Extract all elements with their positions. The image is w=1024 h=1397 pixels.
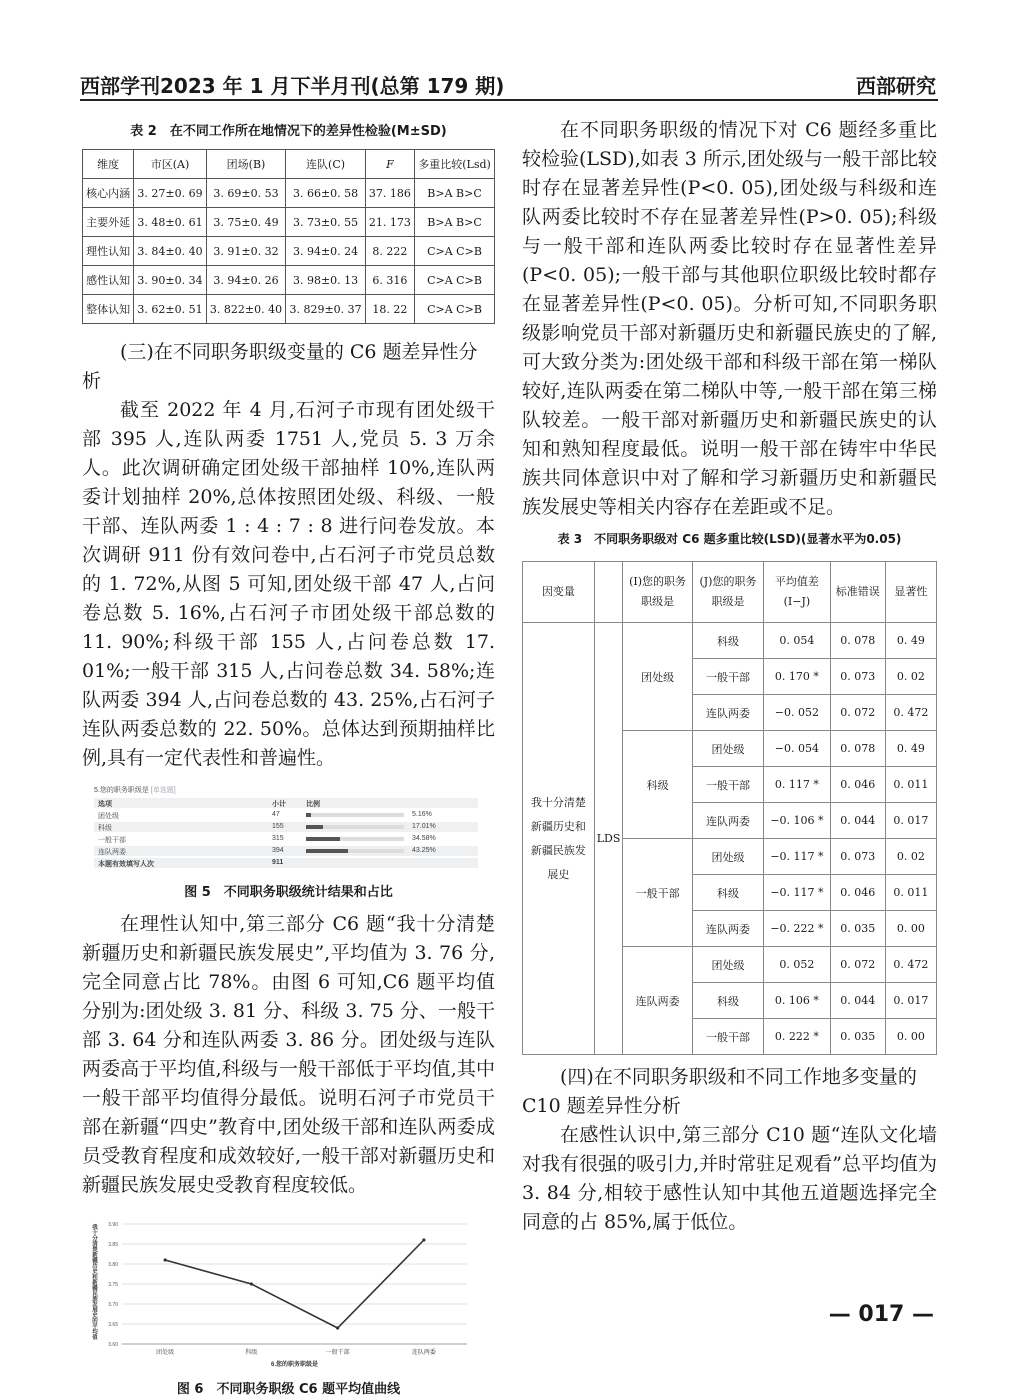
fig5-total-label: 本题有效填写人次 xyxy=(98,861,154,868)
table2-cell: 3. 27±0. 69 xyxy=(134,179,207,208)
table2-cell: B>A B>C xyxy=(415,208,495,237)
table2-cell: 理性认知 xyxy=(83,237,134,266)
fig5-bar-fill xyxy=(306,825,323,829)
table3-cell: 0. 222 * xyxy=(764,1019,831,1055)
fig5-option-label: 科级 xyxy=(98,825,112,832)
table3-cell: 0. 00 xyxy=(885,911,936,947)
table3-cell: 0. 078 xyxy=(830,623,885,659)
table3-cell: 0. 02 xyxy=(885,659,936,695)
table3-cell: 0. 011 xyxy=(885,875,936,911)
table3-cell: 0. 044 xyxy=(830,983,885,1019)
fig5-row xyxy=(94,822,478,832)
x-tick-label: 团处级 xyxy=(156,1350,175,1356)
table2-caption: 表 2 在不同工作所在地情况下的差异性检验(M±SD) xyxy=(130,124,447,139)
paragraph: 在感性认识中,第三部分 C10 题“连队文化墙对我有很强的吸引力,并时常驻足观看”总平均值为 3. 84 分,相较于感性认知中其他五道题选择完全同意的占 85%,属于低位。 xyxy=(522,1124,937,1233)
table3-cell: 0. 011 xyxy=(885,767,936,803)
fig5-header: 选项 xyxy=(98,801,112,808)
table2-cell: B>A B>C xyxy=(415,179,495,208)
table2-cell: 21. 173 xyxy=(365,208,414,237)
table2-header: 市区(A) xyxy=(134,150,207,179)
right-column xyxy=(522,116,937,1237)
table2-cell: 3. 91±0. 32 xyxy=(206,237,286,266)
table2-row xyxy=(83,237,495,266)
table3-cell: 连队两委 xyxy=(692,803,763,839)
table3-cell: 科级 xyxy=(692,623,763,659)
table3-cell: 团处级 xyxy=(692,947,763,983)
table2-cell: 3. 75±0. 49 xyxy=(206,208,286,237)
fig5-bar-track xyxy=(306,813,404,817)
data-point xyxy=(250,1282,253,1285)
page-number: — 017 — xyxy=(828,1302,934,1327)
fig5-option-count: 47 xyxy=(272,811,280,818)
x-axis-label: 6.您的职务职级是 xyxy=(270,1362,319,1368)
table2-cell: 18. 22 xyxy=(365,295,414,324)
table3-cell: 0. 072 xyxy=(830,947,885,983)
x-tick-label: 一般干部 xyxy=(325,1350,350,1356)
table2-cell: C>A C>B xyxy=(415,266,495,295)
table2-cell: 3. 48±0. 61 xyxy=(134,208,207,237)
table3-cell: 0. 117 * xyxy=(764,767,831,803)
table3-cell: 连队两委 xyxy=(692,695,763,731)
fig5-bar-fill xyxy=(306,837,340,841)
y-tick-label: 3.85 xyxy=(108,1242,118,1248)
section-header: 西部研究 xyxy=(856,74,936,98)
fig5-option-pct: 43.25% xyxy=(412,847,436,854)
table3-cell: 0. 052 xyxy=(764,947,831,983)
table2-cell: C>A C>B xyxy=(415,295,495,324)
table2-body xyxy=(83,179,495,324)
fig5-option-pct: 5.16% xyxy=(412,811,432,818)
fig5-bar-track xyxy=(306,825,404,829)
table3-dependent-variable: 我十分清楚新疆历史和新疆民族发展史 xyxy=(523,623,595,1055)
table3-cell: 一般干部 xyxy=(692,659,763,695)
table3 xyxy=(522,561,937,1055)
table2-cell: 3. 98±0. 13 xyxy=(286,266,366,295)
figure5 xyxy=(94,785,478,875)
y-tick-label: 3.75 xyxy=(108,1282,118,1288)
table3-cell: 0. 035 xyxy=(830,1019,885,1055)
fig5-title-text: 5.您的职务职级是 xyxy=(94,787,149,794)
table3-cell: 0. 02 xyxy=(885,839,936,875)
fig5-header: 小计 xyxy=(272,801,286,808)
y-tick-label: 3.90 xyxy=(108,1222,118,1228)
table3-header: 显著性 xyxy=(885,562,936,623)
section-heading-3: (三)在不同职务职级变量的 C6 题差异性分析 xyxy=(82,341,478,392)
figure6-line-chart xyxy=(82,1214,482,1374)
table2-cell: 3. 94±0. 26 xyxy=(206,266,286,295)
journal-header: 西部学刊2023 年 1 月下半月刊(总第 179 期) xyxy=(80,74,505,98)
table3-header: (J)您的职务职级是 xyxy=(692,562,763,623)
table2-cell: 37. 186 xyxy=(365,179,414,208)
table3-cell: 0. 49 xyxy=(885,731,936,767)
fig5-caption: 图 5 不同职务职级统计结果和占比 xyxy=(184,885,393,900)
table3-i-group: 团处级 xyxy=(623,623,692,731)
table3-i-group: 科级 xyxy=(623,731,692,839)
data-point xyxy=(422,1238,425,1241)
table3-method: LDS xyxy=(594,623,623,1055)
fig5-row xyxy=(94,810,478,820)
table2-row xyxy=(83,295,495,324)
table3-i-group: 连队两委 xyxy=(623,947,692,1055)
fig5-option-count: 155 xyxy=(272,823,284,830)
fig5-bar-fill xyxy=(306,813,311,817)
table2-header-row xyxy=(83,150,495,179)
paragraph: 在不同职务职级的情况下对 C6 题经多重比较检验(LSD),如表 3 所示,团处级与一般干部比较时存在显著差异性(P<0. 05),团处级与科级和连队两委比较时不存在显著差异性(P>0. 05);科级与一般干部和连队两委比较时存在显著性差异(P<0. 05);一般干部与其他职位职级比较时都存在显著差异性(P<0. 05)。分析可知,不同职务职级影响党员干部对新疆历史和新疆民族史的了解,可大致分类为:团处级干部和科级干部在第一梯队较好,连队两委在第二梯队中等,一般干部在第三梯队较差。一般干部对新疆历史和新疆民族史的认知和熟知程度最低。说明一般干部在铸牢中华民族共同体意识中对了解和学习新疆历史和新疆民族发展史等相关内容存在差距或不足。 xyxy=(522,119,937,518)
table3-cell: 科级 xyxy=(692,875,763,911)
table2-cell: 3. 94±0. 24 xyxy=(286,237,366,266)
table3-cell: 0. 078 xyxy=(830,731,885,767)
table3-body xyxy=(523,623,937,1055)
header-rule xyxy=(80,99,938,101)
y-tick-label: 3.80 xyxy=(108,1262,118,1268)
fig5-row xyxy=(94,846,478,856)
table2-header: 维度 xyxy=(83,150,134,179)
fig5-header-row xyxy=(94,798,478,808)
table2 xyxy=(82,149,495,324)
table3-cell: 一般干部 xyxy=(692,767,763,803)
paragraph: 在理性认知中,第三部分 C6 题“我十分清楚新疆历史和新疆民族发展史”,平均值为 3. 76 分,完全同意占比 78%。由图 6 可知,C6 题平均值分别为:团处级 3. 81 分、科级 3. 75 分、一般干部 3. 64 分和连队两委 3. 86 分。团处级与连队两委高于平均值,科级与一般干部低于平均值,其中一般干部平均值得分最低。说明石河子市党员干部在新疆“四史”教育中,团处级干部和连队两委成员受教育程度和成效较好,一般干部对新疆历史和新疆民族发展史受教育程度较低。 xyxy=(82,913,495,1196)
y-tick-label: 3.60 xyxy=(108,1342,118,1348)
table2-cell: 3. 66±0. 58 xyxy=(286,179,366,208)
data-point xyxy=(336,1326,339,1329)
fig5-bar-track xyxy=(306,849,404,853)
table3-cell: 0. 017 xyxy=(885,803,936,839)
fig5-title-tag: [单选题] xyxy=(150,787,176,794)
table2-row xyxy=(83,179,495,208)
table2-header: F xyxy=(365,150,414,179)
table2-cell: 3. 90±0. 34 xyxy=(134,266,207,295)
paragraph: 截至 2022 年 4 月,石河子市现有团处级干部 395 人,连队两委 1751 人,党员 5. 3 万余人。此次调研确定团处级干部抽样 10%,连队两委计划抽样 20%,总体按照团处级、科级、一般干部、连队两委 1 : 4 : 7 : 8 进行问卷发放。本次调研 911 份有效问卷中,占石河子市党员总数的 1. 72%,从图 5 可知,团处级干部 47 人,占问卷总数 5. 16%,占石河子市团处级干部总数的 11. 90%;科级干部 155 人,占问卷总数 17. 01%;一般干部 315 人,占问卷总数 34. 58%;连队两委 394 人,占问卷总数的 43. 25%,占石河子连队两委总数的 22. 50%。总体达到预期抽样比例,具有一定代表性和普遍性。 xyxy=(82,399,495,769)
fig5-option-count: 394 xyxy=(272,847,284,854)
fig5-option-pct: 34.58% xyxy=(412,835,436,842)
table2-cell: 主要外延 xyxy=(83,208,134,237)
x-tick-label: 科级 xyxy=(245,1350,258,1356)
table2-row xyxy=(83,266,495,295)
table3-cell: 团处级 xyxy=(692,731,763,767)
table3-cell: 0. 044 xyxy=(830,803,885,839)
table3-cell: 0. 00 xyxy=(885,1019,936,1055)
table3-i-group: 一般干部 xyxy=(623,839,692,947)
y-tick-label: 3.70 xyxy=(108,1302,118,1308)
table3-header: 平均值差(I−J) xyxy=(764,562,831,623)
table3-cell: −0. 052 xyxy=(764,695,831,731)
table3-header: 标准错误 xyxy=(830,562,885,623)
table3-cell: 0. 054 xyxy=(764,623,831,659)
table3-caption: 表 3 不同职务职级对 C6 题多重比较(LSD)(显著水平为0.05) xyxy=(557,532,902,546)
table3-cell: −0. 054 xyxy=(764,731,831,767)
table3-cell: 0. 106 * xyxy=(764,983,831,1019)
y-tick-label: 3.65 xyxy=(108,1322,118,1328)
table3-cell: 一般干部 xyxy=(692,1019,763,1055)
table2-header: 团场(B) xyxy=(206,150,286,179)
data-point xyxy=(164,1258,167,1261)
fig5-row xyxy=(94,834,478,844)
fig5-title xyxy=(94,785,176,795)
table3-row xyxy=(523,623,937,659)
table3-cell: 0. 017 xyxy=(885,983,936,1019)
x-tick-label: 连队两委 xyxy=(411,1350,436,1356)
table2-cell: 6. 316 xyxy=(365,266,414,295)
table2-cell: 核心内涵 xyxy=(83,179,134,208)
table2-cell: 3. 84±0. 40 xyxy=(134,237,207,266)
table3-cell: 连队两委 xyxy=(692,911,763,947)
fig5-bar-fill xyxy=(306,849,348,853)
table2-cell: C>A C>B xyxy=(415,237,495,266)
fig5-total-value: 911 xyxy=(272,859,284,866)
table2-cell: 3. 73±0. 55 xyxy=(286,208,366,237)
table3-cell: 团处级 xyxy=(692,839,763,875)
fig5-option-label: 团处级 xyxy=(98,813,119,820)
table2-row xyxy=(83,208,495,237)
table3-header: (I)您的职务职级是 xyxy=(623,562,692,623)
table3-cell: −0. 106 * xyxy=(764,803,831,839)
fig5-bar-track xyxy=(306,837,404,841)
table3-cell: −0. 222 * xyxy=(764,911,831,947)
table2-header: 多重比较(Lsd) xyxy=(415,150,495,179)
fig6-caption: 图 6 不同职务职级 C6 题平均值曲线 xyxy=(176,1382,401,1397)
table3-cell: 0. 49 xyxy=(885,623,936,659)
table3-cell: 0. 035 xyxy=(830,911,885,947)
fig5-total-row xyxy=(94,858,478,868)
table3-header-row xyxy=(523,562,937,623)
left-column xyxy=(82,120,495,1397)
table2-cell: 3. 829±0. 37 xyxy=(286,295,366,324)
table2-cell: 整体认知 xyxy=(83,295,134,324)
table3-header: 因变量 xyxy=(523,562,595,623)
fig5-header: 比例 xyxy=(306,801,320,808)
table3-cell: 科级 xyxy=(692,983,763,1019)
table3-cell: 0. 046 xyxy=(830,875,885,911)
table3-cell: 0. 073 xyxy=(830,659,885,695)
fig5-option-label: 一般干部 xyxy=(98,837,126,844)
table3-cell: 0. 072 xyxy=(830,695,885,731)
table2-cell: 3. 822±0. 40 xyxy=(206,295,286,324)
table2-cell: 感性认知 xyxy=(83,266,134,295)
table3-cell: 0. 472 xyxy=(885,947,936,983)
table3-cell: −0. 117 * xyxy=(764,875,831,911)
section-heading-4: (四)在不同职务职级和不同工作地多变量的 C10 题差异性分析 xyxy=(522,1066,917,1117)
table2-cell: 3. 62±0. 51 xyxy=(134,295,207,324)
fig5-option-count: 315 xyxy=(272,835,284,842)
table3-header-blank xyxy=(594,562,623,623)
table2-cell: 8. 222 xyxy=(365,237,414,266)
table3-cell: −0. 117 * xyxy=(764,839,831,875)
table3-cell: 0. 170 * xyxy=(764,659,831,695)
table3-cell: 0. 073 xyxy=(830,839,885,875)
table2-cell: 3. 69±0. 53 xyxy=(206,179,286,208)
table3-cell: 0. 046 xyxy=(830,767,885,803)
table2-header: 连队(C) xyxy=(286,150,366,179)
fig5-option-label: 连队两委 xyxy=(98,849,126,856)
fig5-option-pct: 17.01% xyxy=(412,823,436,830)
y-axis-label: 我十分清楚新疆历史和新疆民族发展史的平均值 xyxy=(91,1224,97,1340)
table3-cell: 0. 472 xyxy=(885,695,936,731)
